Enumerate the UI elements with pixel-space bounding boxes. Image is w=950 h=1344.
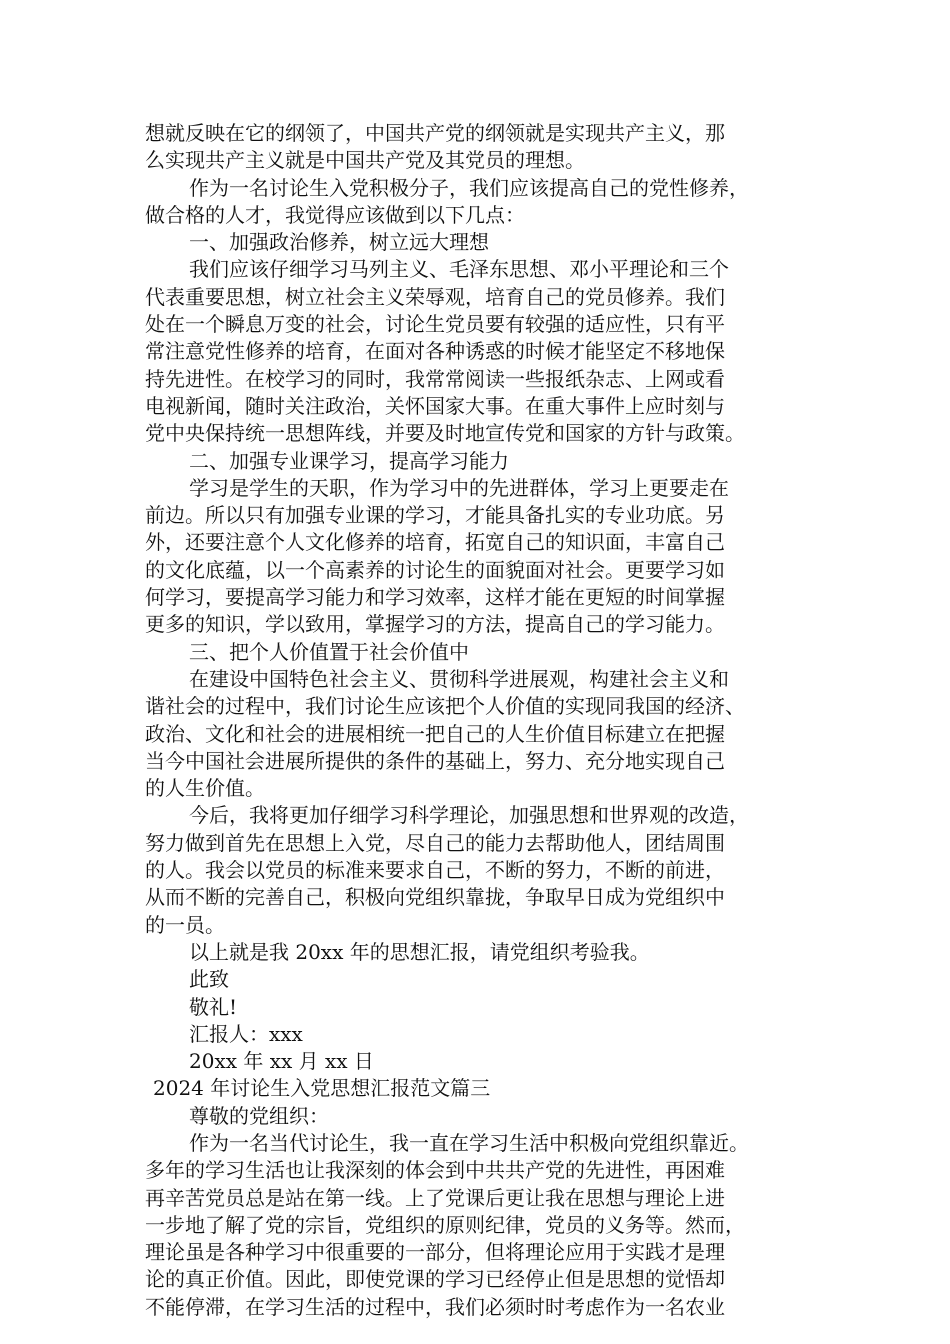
text-line: 汇报人：xxx bbox=[189, 1021, 303, 1046]
text-line: 此致 bbox=[189, 967, 229, 992]
text-line: 谐社会的过程中，我们讨论生应该把个人价值的实现同我国的经济、 bbox=[145, 694, 745, 719]
text-line: 20xx 年 xx 月 xx 日 bbox=[189, 1049, 374, 1074]
text-line: 当今中国社会进展所提供的条件的基础上，努力、充分地实现自己 bbox=[145, 748, 725, 773]
text-line: 的人生价值。 bbox=[145, 776, 265, 801]
text-line: 一步地了解了党的宗旨，党组织的原则纪律，党员的义务等。然而， bbox=[145, 1212, 745, 1237]
text-line: 在建设中国特色社会主义、贯彻科学进展观，构建社会主义和 bbox=[189, 666, 729, 691]
text-line: 么实现共产主义就是中国共产党及其党员的理想。 bbox=[145, 148, 585, 173]
text-line: 三、把个人价值置于社会价值中 bbox=[189, 639, 469, 664]
text-line: 代表重要思想，树立社会主义荣辱观，培育自己的党员修养。我们 bbox=[145, 284, 725, 309]
text-line: 今后，我将更加仔细学习科学理论，加强思想和世界观的改造， bbox=[189, 803, 749, 828]
text-line: 从而不断的完善自己，积极向党组织靠拢，争取早日成为党组织中 bbox=[145, 885, 725, 910]
text-line: 外，还要注意个人文化修养的培育，拓宽自己的知识面，丰富自己 bbox=[145, 530, 725, 555]
text-line: 政治、文化和社会的进展相统一把自己的人生价值目标建立在把握 bbox=[145, 721, 725, 746]
text-line: 的一员。 bbox=[145, 912, 225, 937]
text-line: 处在一个瞬息万变的社会，讨论生党员要有较强的适应性，只有平 bbox=[145, 312, 725, 337]
text-line: 不能停滞，在学习生活的过程中，我们必须时时考虑作为一名农业 bbox=[145, 1294, 725, 1319]
text-line: 一、加强政治修养，树立远大理想 bbox=[189, 230, 489, 255]
text-line: 电视新闻，随时关注政治，关怀国家大事。在重大事件上应时刻与 bbox=[145, 393, 725, 418]
text-line: 多年的学习生活也让我深刻的体会到中共共产党的先进性，再困难 bbox=[145, 1158, 725, 1183]
text-line: 做合格的人才，我觉得应该做到以下几点： bbox=[145, 202, 525, 227]
text-line: 党中央保持统一思想阵线，并要及时地宣传党和国家的方针与政策。 bbox=[145, 421, 745, 446]
section-title: 2024 年讨论生入党思想汇报范文篇三 bbox=[153, 1076, 491, 1101]
text-line: 以上就是我 20xx 年的思想汇报，请党组织考验我。 bbox=[189, 939, 650, 964]
text-line: 的人。我会以党员的标准来要求自己，不断的努力，不断的前进， bbox=[145, 858, 725, 883]
text-line: 前边。所以只有加强专业课的学习，才能具备扎实的专业功底。另 bbox=[145, 503, 725, 528]
text-line: 的文化底蕴，以一个高素养的讨论生的面貌面对社会。更要学习如 bbox=[145, 557, 725, 582]
text-line: 持先进性。在校学习的同时，我常常阅读一些报纸杂志、上网或看 bbox=[145, 366, 725, 391]
text-line: 努力做到首先在思想上入党，尽自己的能力去帮助他人，团结周围 bbox=[145, 830, 725, 855]
text-line: 二、加强专业课学习，提高学习能力 bbox=[189, 448, 509, 473]
text-line: 我们应该仔细学习马列主义、毛泽东思想、邓小平理论和三个 bbox=[189, 257, 729, 282]
text-line: 常注意党性修养的培育，在面对各种诱惑的时候才能坚定不移地保 bbox=[145, 339, 725, 364]
text-line: 学习是学生的天职，作为学习中的先进群体，学习上更要走在 bbox=[189, 475, 729, 500]
text-line: 作为一名讨论生入党积极分子，我们应该提高自己的党性修养， bbox=[189, 175, 749, 200]
text-line: 尊敬的党组织： bbox=[189, 1103, 329, 1128]
text-line: 更多的知识，学以致用，掌握学习的方法，提高自己的学习能力。 bbox=[145, 612, 725, 637]
text-line: 何学习，要提高学习能力和学习效率，这样才能在更短的时间掌握 bbox=[145, 585, 725, 610]
text-line: 再辛苦党员总是站在第一线。上了党课后更让我在思想与理论上进 bbox=[145, 1185, 725, 1210]
text-line: 作为一名当代讨论生，我一直在学习生活中积极向党组织靠近。 bbox=[189, 1130, 749, 1155]
text-line: 理论虽是各种学习中很重要的一部分，但将理论应用于实践才是理 bbox=[145, 1240, 725, 1265]
document-body bbox=[145, 120, 815, 1321]
text-line: 想就反映在它的纲领了，中国共产党的纲领就是实现共产主义，那 bbox=[145, 121, 725, 145]
text-line: 论的真正价值。因此，即使党课的学习已经停止但是思想的觉悟却 bbox=[145, 1267, 725, 1292]
text-line: 敬礼! bbox=[189, 994, 238, 1019]
